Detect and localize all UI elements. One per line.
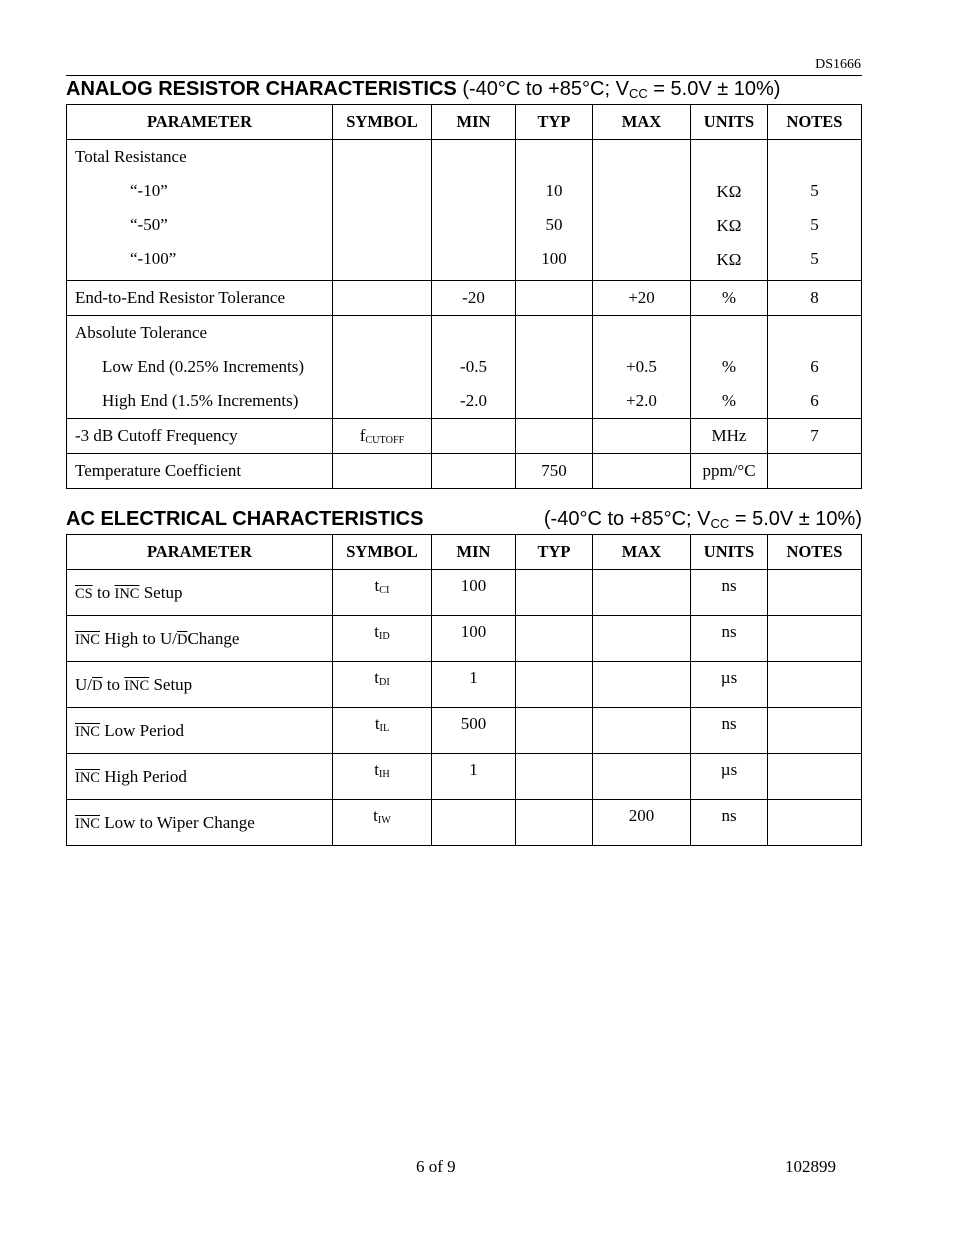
typ-value: 50	[545, 215, 563, 234]
col-header: NOTES	[768, 535, 862, 570]
overline-signal: $\overline{INC}$	[124, 677, 150, 694]
typ-value: 750	[541, 461, 567, 480]
units-value: KΩ	[716, 182, 742, 201]
units-value: µs	[691, 754, 768, 800]
overline-signal: $\overline{INC}$	[75, 631, 100, 648]
overline-signal: $\overline{D}$	[176, 631, 188, 648]
analog-title: ANALOG RESISTOR CHARACTERISTICS	[66, 78, 457, 100]
analog-conditions: (-40°C to +85°C; $V_{CC} = 5.0V \pm 10\%$)	[462, 78, 781, 101]
typ-value: 10	[545, 181, 563, 200]
max-value	[593, 570, 691, 616]
symbol-value: $t_{IH}$	[333, 754, 432, 800]
table-row	[67, 454, 862, 489]
col-header: NOTES	[768, 105, 862, 140]
symbol-value: $t_{IL}$	[333, 708, 432, 754]
table-row	[67, 616, 862, 662]
col-header: MIN	[432, 105, 516, 140]
table-row	[67, 140, 862, 281]
table-row	[67, 419, 862, 454]
units-value: ppm/°C	[702, 461, 756, 480]
param-label: High End (1.5% Increments)	[102, 391, 299, 410]
min-value: 1	[432, 754, 516, 800]
param-label: $\overline{CS}$ to $\overline{INC}$ Setup	[67, 570, 333, 616]
overline-signal: $\overline{D}$	[92, 677, 103, 694]
max-value	[593, 754, 691, 800]
notes-value	[768, 570, 862, 616]
notes-value	[768, 800, 862, 846]
symbol-value: $t_{IW}$	[333, 800, 432, 846]
param-label: $\overline{INC}$ High to $U/\overline{D}Change$	[67, 616, 333, 662]
notes-value: 6	[810, 391, 819, 410]
units-value: KΩ	[716, 250, 742, 269]
max-value	[593, 616, 691, 662]
overline-signal: $\overline{CS}$	[75, 585, 93, 602]
overline-signal: $\overline{INC}$	[75, 723, 100, 740]
overline-signal: $\overline{INC}$	[75, 769, 100, 786]
min-value	[432, 800, 516, 846]
param-label: “-100”	[130, 249, 177, 268]
min-value: -20	[462, 288, 485, 307]
units-value: %	[721, 288, 737, 307]
param-label: Low End (0.25% Increments)	[102, 357, 305, 376]
units-value: MHz	[711, 426, 747, 445]
max-value	[593, 708, 691, 754]
notes-value: 8	[810, 288, 819, 307]
typ-value: 100	[541, 249, 567, 268]
units-value: ns	[691, 570, 768, 616]
ac-conditions: (-40°C to +85°C; $V_{CC} = 5.0V \pm 10\%$)	[543, 508, 862, 531]
notes-value	[768, 708, 862, 754]
min-value: -0.5	[460, 357, 487, 376]
min-value: 100	[432, 616, 516, 662]
typ-value	[516, 754, 593, 800]
param-label: “-50”	[130, 215, 168, 234]
max-value	[593, 662, 691, 708]
page-number: 6 of 9	[416, 1157, 456, 1176]
analog-section-title	[66, 78, 780, 101]
col-header: PARAMETER	[67, 535, 333, 570]
notes-value: 7	[810, 426, 819, 445]
col-header: SYMBOL	[333, 535, 432, 570]
units-value: ns	[691, 616, 768, 662]
col-header: UNITS	[691, 535, 768, 570]
notes-value: 6	[810, 357, 819, 376]
typ-value	[516, 708, 593, 754]
table-row	[67, 281, 862, 316]
symbol-value: $t_{DI}$	[333, 662, 432, 708]
param-label: -3 dB Cutoff Frequency	[75, 426, 238, 445]
ac-section-title	[66, 508, 862, 531]
param-label: “-10”	[130, 181, 168, 200]
table-row	[67, 662, 862, 708]
table-header-row	[67, 105, 862, 140]
notes-value	[768, 616, 862, 662]
notes-value: 5	[810, 215, 819, 234]
max-value: +20	[628, 288, 655, 307]
table-header-row	[67, 535, 862, 570]
min-value: 500	[432, 708, 516, 754]
table-row	[67, 754, 862, 800]
units-value: ns	[691, 800, 768, 846]
units-value: %	[721, 391, 737, 410]
symbol-value: $t_{ID}$	[333, 616, 432, 662]
col-header: MAX	[593, 535, 691, 570]
table-row	[67, 316, 862, 419]
overline-signal: $\overline{INC}$	[114, 585, 140, 602]
param-label: Temperature Coefficient	[75, 461, 242, 480]
min-value: 1	[432, 662, 516, 708]
col-header: MAX	[593, 105, 691, 140]
document-number: 102899	[785, 1157, 836, 1176]
header-rule	[66, 75, 862, 76]
table-row	[67, 708, 862, 754]
notes-value: 5	[810, 249, 819, 268]
param-label: End-to-End Resistor Tolerance	[75, 288, 285, 307]
min-value: 100	[432, 570, 516, 616]
units-value: ns	[691, 708, 768, 754]
param-label: Absolute Tolerance	[75, 323, 208, 342]
typ-value	[516, 800, 593, 846]
notes-value	[768, 754, 862, 800]
col-header: TYP	[516, 535, 593, 570]
units-value: µs	[691, 662, 768, 708]
max-value: 200	[593, 800, 691, 846]
symbol-value: $f_{CUTOFF}$	[359, 426, 405, 446]
table-row	[67, 570, 862, 616]
col-header: TYP	[516, 105, 593, 140]
col-header: SYMBOL	[333, 105, 432, 140]
symbol-value: $t_{CI}$	[333, 570, 432, 616]
max-value: +2.0	[626, 391, 657, 410]
col-header: PARAMETER	[67, 105, 333, 140]
overline-signal: $\overline{INC}$	[75, 815, 100, 832]
typ-value	[516, 570, 593, 616]
notes-value	[768, 662, 862, 708]
param-label: $U/\overline{D}$ to $\overline{INC}$ Setup	[67, 662, 333, 708]
param-label: $\overline{INC}$ High Period	[67, 754, 333, 800]
param-label: $\overline{INC}$ Low Period	[67, 708, 333, 754]
ac-title: AC ELECTRICAL CHARACTERISTICS	[66, 508, 424, 530]
document-id: DS1666	[815, 57, 861, 72]
col-header: UNITS	[691, 105, 768, 140]
typ-value	[516, 662, 593, 708]
min-value: -2.0	[460, 391, 487, 410]
param-label: Total Resistance	[75, 147, 187, 166]
notes-value: 5	[810, 181, 819, 200]
table-row	[67, 800, 862, 846]
max-value: +0.5	[626, 357, 657, 376]
ac-characteristics-table	[66, 534, 862, 846]
units-value: KΩ	[716, 216, 742, 235]
param-label: $\overline{INC}$ Low to Wiper Change	[67, 800, 333, 846]
typ-value	[516, 616, 593, 662]
analog-resistor-table	[66, 104, 862, 489]
units-value: %	[721, 357, 737, 376]
col-header: MIN	[432, 535, 516, 570]
